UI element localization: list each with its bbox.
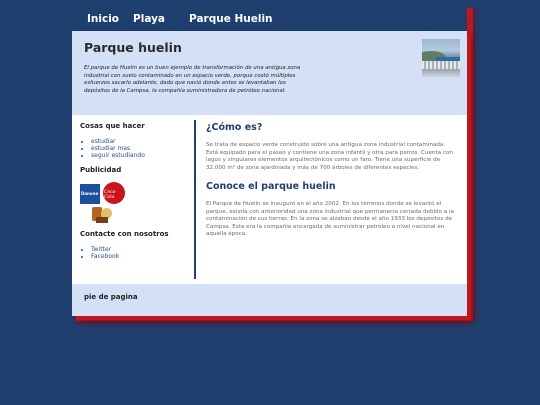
main-content [206,119,458,248]
page-shadow-bottom [76,316,473,321]
sidebar-heading-publicidad: Publicidad [80,166,122,174]
sidebar-heading-cosas: Cosas que hacer [80,122,145,130]
section-text-conoce: El Parque de Huelin se inauguró en el año 2002. En los terrenos donde se levantó el parque, existía con anterioridad una zona industrial que permanecía cerrada debido a la contaminación de sus tierras. En la zona se alzaban desde el año 1933 los depósitos de Campsa. Esta era la compañía encargada de suministrar petróleo a nivel nacional en aquella época. [206,201,454,237]
contact-list [80,246,190,260]
park-photo [422,39,460,77]
section-heading-como-es: ¿Cómo es? [206,122,263,133]
sidebar [80,119,190,267]
coke-logo-text: Coca-Cola [104,190,117,200]
food-ad-image [92,204,112,224]
section-text-como-es: Se trata de espacio verde construido sobre una antigua zona industrial contaminada. Está equipado para el paseo y contiene una zona infantil y otra para perros. Cuenta con lagos y singulares elementos arquitectónicos como un faro. Tiene una superficie de 32.000 m² de zona ajardinada y más de 700 árboles de diferentes especies. [206,142,453,171]
list-item [91,152,190,159]
page-container [72,31,467,316]
link-facebook[interactable]: Facebook [91,253,120,260]
page-header [72,31,467,115]
column-divider [194,120,196,279]
ads-area [80,182,190,226]
page-shadow-right [467,8,473,318]
link-estudiar-mas[interactable]: estudiar mas [91,145,131,152]
link-twitter[interactable]: Twitter [91,246,112,253]
coca-cola-ad[interactable] [103,182,125,204]
list-item [91,253,190,260]
page-title: Parque huelin [84,40,182,55]
nav-link-inicio[interactable]: Inicio [87,13,120,25]
danone-ad[interactable] [80,184,100,204]
intro-text: El parque de Huelin es un buen ejemplo de transformación de una antigua zona industrial con suelo contaminado en un espacio verde, porque costó múltiples esfuerzos sacarlo adelante, dado que nació donde antes se levantaban los depósitos de la Campsa, la compañía suministradora de petróleo nacional. [84,65,301,94]
todo-list [80,138,190,159]
top-nav [87,13,273,27]
link-estudiar[interactable]: estudiar [91,138,116,145]
section-heading-conoce: Conoce el parque huelin [206,181,336,192]
nav-link-parque-huelin[interactable]: Parque Huelin [189,13,273,25]
sidebar-heading-contacte: Contacte con nosotros [80,230,169,238]
page-footer [72,284,467,316]
list-item [91,138,190,145]
danone-logo-text: Danone [81,191,99,196]
link-seguir-estudiando[interactable]: seguir estudiando [91,152,145,159]
footer-text: pie de pagina [84,293,138,301]
list-item [91,246,190,253]
nav-link-playa[interactable]: Playa [133,13,166,25]
list-item [91,145,190,152]
